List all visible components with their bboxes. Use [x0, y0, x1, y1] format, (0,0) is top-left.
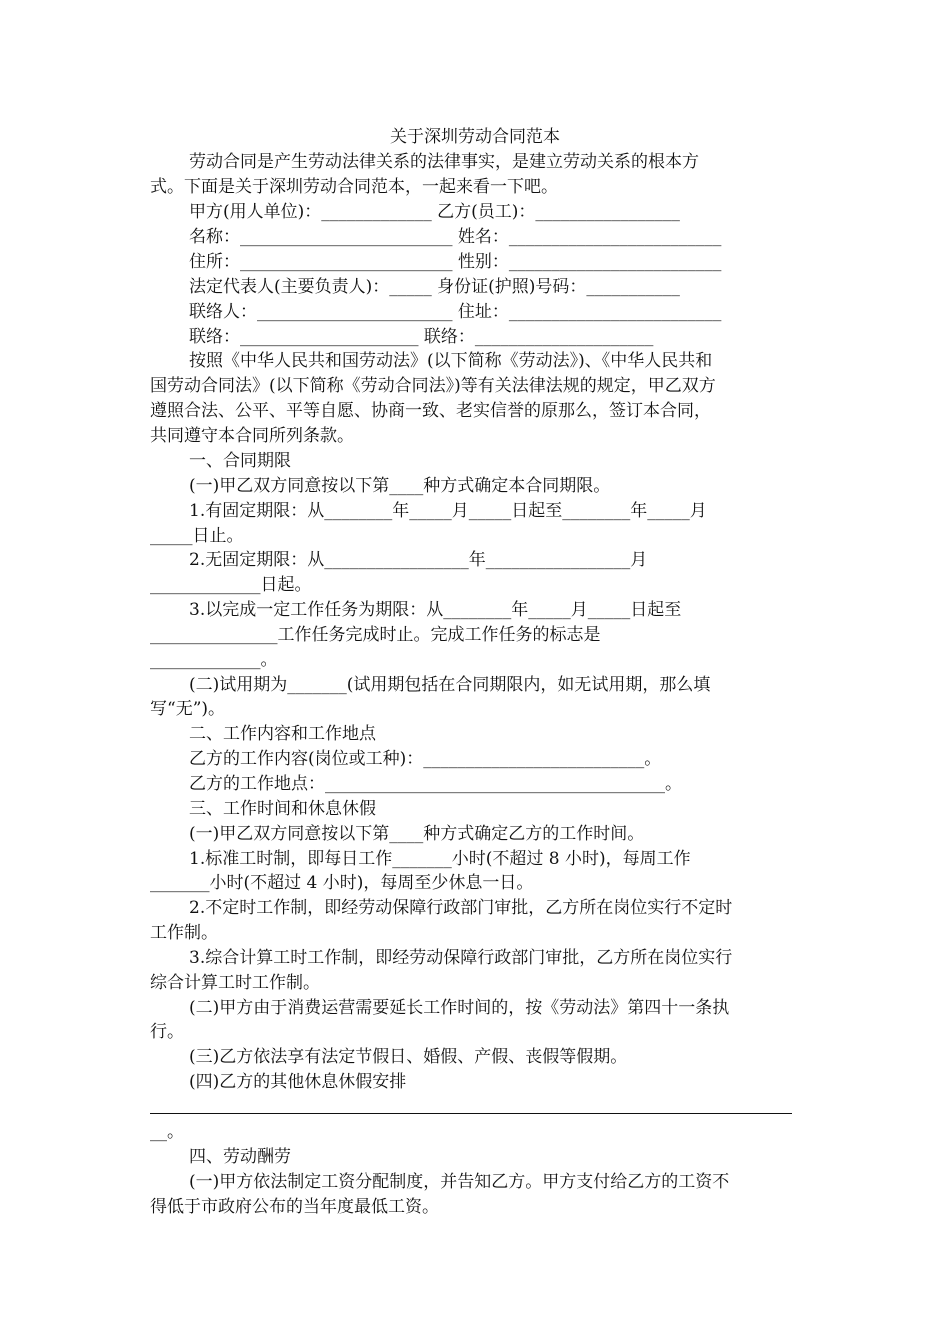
paragraph-line: 3.以完成一定工作任务为期限：从________年_____月_____日起至	[189, 600, 682, 620]
paragraph-line: (二)甲方由于消费运营需要延长工作时间的，按《劳动法》第四十一条执	[189, 998, 730, 1018]
paragraph-line: 劳动合同是产生劳动法律关系的法律事实，是建立劳动关系的根本方	[189, 152, 699, 172]
paragraph-line: (四)乙方的其他休息休假安排	[189, 1072, 407, 1092]
paragraph-line: 式。下面是关于深圳劳动合同范本，一起来看一下吧。	[150, 177, 558, 197]
form-line: 甲方(用人单位)：_____________ 乙方(员工)：_________________	[189, 202, 680, 222]
paragraph-line: 乙方的工作内容(岗位或工种)：__________________________。	[189, 749, 662, 769]
form-line: 名称：_________________________ 姓名：_________________________	[189, 227, 722, 247]
form-line: 法定代表人(主要负责人)：_____ 身份证(护照)号码：___________	[189, 277, 680, 297]
paragraph-line: 按照《中华人民共和国劳动法》(以下简称《劳动法》)、《中华人民共和	[189, 351, 713, 371]
paragraph-line: 2.无固定期限：从_________________年_________________月	[189, 550, 648, 570]
paragraph-line: _____日止。	[150, 526, 244, 546]
paragraph-line: 2.不定时工作制，即经劳动保障行政部门审批，乙方所在岗位实行不定时	[189, 898, 733, 918]
section-heading: 三、工作时间和休息休假	[189, 799, 376, 819]
paragraph-line: _______________工作任务完成时止。完成工作任务的标志是	[150, 625, 601, 645]
form-line: 住所：_________________________ 性别：_________________________	[189, 252, 722, 272]
paragraph-line: 1.标准工时制，即每日工作_______小时(不超过 8 小时)，每周工作	[189, 849, 691, 869]
paragraph-line: 国劳动合同法》(以下简称《劳动合同法》)等有关法律法规的规定，甲乙双方	[150, 376, 716, 396]
document-title: 关于深圳劳动合同范本	[390, 127, 560, 147]
paragraph-line: 综合计算工时工作制。	[150, 973, 320, 993]
paragraph-line: _____________。	[150, 650, 278, 670]
paragraph-line: (一)甲乙双方同意按以下第____种方式确定本合同期限。	[189, 476, 611, 496]
form-line: 联络：_____________________ 联络：_____________________	[189, 327, 654, 347]
fill-in-blank-rule	[150, 1113, 792, 1114]
paragraph-line: 得低于市政府公布的当年度最低工资。	[150, 1197, 439, 1217]
paragraph-line: 工作制。	[150, 923, 218, 943]
paragraph-line: _____________日起。	[150, 575, 312, 595]
paragraph-line: 乙方的工作地点：________________________________________。	[189, 774, 682, 794]
paragraph-line: 遵照合法、公平、平等自愿、协商一致、老实信誉的原那么，签订本合同，	[150, 401, 711, 421]
paragraph-line: (一)甲乙双方同意按以下第____种方式确定乙方的工作时间。	[189, 824, 645, 844]
paragraph-line: _______小时(不超过 4 小时)，每周至少休息一日。	[150, 873, 534, 893]
form-line: 联络人：_______________________ 住址：_________________________	[189, 302, 722, 322]
paragraph-line: (一)甲方依法制定工资分配制度，并告知乙方。甲方支付给乙方的工资不	[189, 1172, 730, 1192]
paragraph-line: (二)试用期为_______(试用期包括在合同期限内，如无试用期，那么填	[189, 675, 711, 695]
paragraph-line: (三)乙方依法享有法定节假日、婚假、产假、丧假等假期。	[189, 1047, 628, 1067]
paragraph-line: __。	[150, 1122, 184, 1142]
paragraph-line: 写“无”)。	[150, 699, 226, 719]
paragraph-line: 3.综合计算工时工作制，即经劳动保障行政部门审批，乙方所在岗位实行	[189, 948, 733, 968]
paragraph-line: 1.有固定期限：从________年_____月_____日起至________年_____月	[189, 501, 707, 521]
paragraph-line: 共同遵守本合同所列条款。	[150, 426, 354, 446]
section-heading: 二、工作内容和工作地点	[189, 724, 376, 744]
section-heading: 一、合同期限	[189, 451, 291, 471]
paragraph-line: 行。	[150, 1022, 184, 1042]
section-heading: 四、劳动酬劳	[189, 1147, 291, 1167]
